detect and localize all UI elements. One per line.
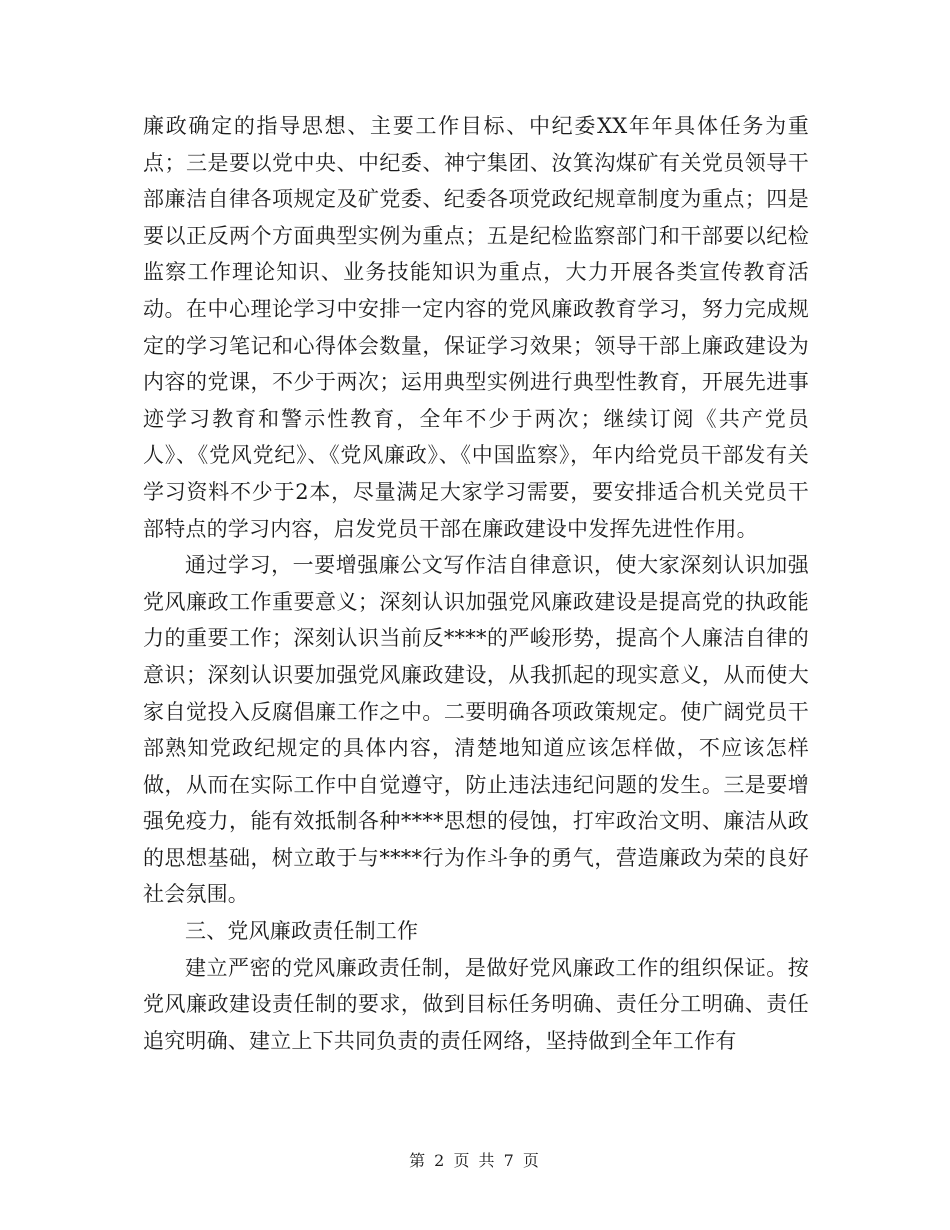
paragraph-3: 建立严密的党风廉政责任制，是做好党风廉政工作的组织保证。按党风廉政建设责任制的要求，做到目标任务明确、责任分工明确、责任追究明确、建立上下共同负责的责任网络，坚持做到全年工作有 [143, 955, 809, 1053]
page-number-footer: 第 2 页 共 7 页 [409, 1151, 541, 1170]
paragraph-1: 廉政确定的指导思想、主要工作目标、中纪委XX年年具体任务为重点；三是要以党中央、中纪委、神宁集团、汝箕沟煤矿有关党员领导干部廉洁自律各项规定及矿党委、纪委各项党政纪规章制度为重点；四是要以正反两个方面典型实例为重点；五是纪检监察部门和干部要以纪检监察工作理论知识、业务技能知识为重点，大力开展各类宣传教育活动。在中心理论学习中安排一定内容的党风廉政教育学习，努力完成规定的学习笔记和心得体会数量，保证学习效果；领导干部上廉政建设为内容的党课，不少于两次；运用典型实例进行典型性教育，开展先进事迹学习教育和警示性教育，全年不少于两次；继续订阅《共产党员人》、《党风党纪》、《党风廉政》、《中国监察》，年内给党员干部发有关学习资料不少于2本，尽量满足大家学习需要，要安排适合机关党员干部特点的学习内容，启发党员干部在廉政建设中发挥先进性作用。 [143, 114, 809, 541]
section-heading: 三、党风廉政责任制工作 [185, 919, 419, 944]
paragraph-2: 通过学习，一要增强廉公文写作洁自律意识，使大家深刻认识加强党风廉政工作重要意义；深刻认识加强党风廉政建设是提高党的执政能力的重要工作；深刻认识当前反****的严峻形势，提高个人廉洁自律的意识；深刻认识要加强党风廉政建设，从我抓起的现实意义，从而使大家自觉投入反腐倡廉工作之中。二要明确各项政策规定。使广阔党员干部熟知党政纪规定的具体内容，清楚地知道应该怎样做，不应该怎样做，从而在实际工作中自觉遵守，防止违法违纪问题的发生。三是要增强免疫力，能有效抵制各种****思想的侵蚀，打牢政治文明、廉洁从政的思想基础，树立敢于与****行为作斗争的勇气，营造廉政为荣的良好社会氛围。 [143, 553, 809, 907]
document-body [143, 108, 809, 1059]
